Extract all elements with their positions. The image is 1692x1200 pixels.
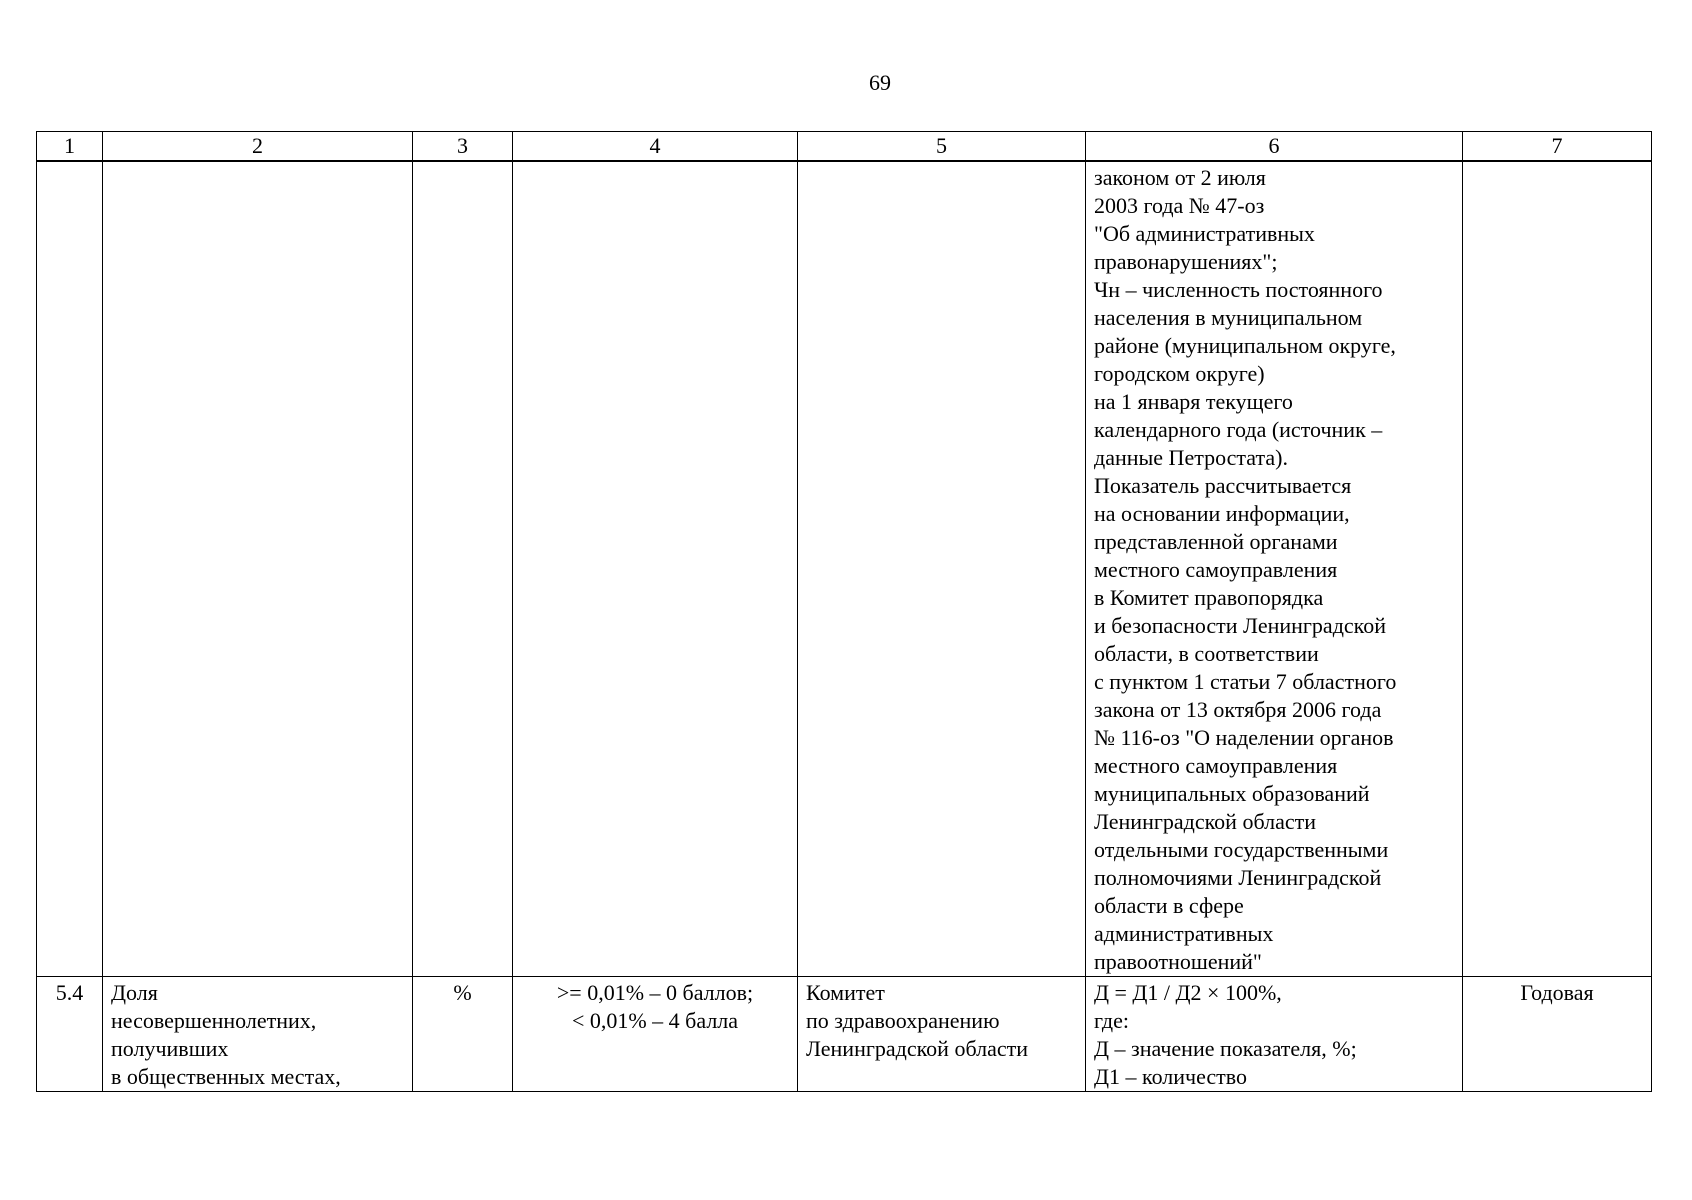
formula-line: местного самоуправления	[1094, 557, 1338, 582]
criteria-line: < 0,01% – 4 балла	[571, 1008, 739, 1033]
formula-line: Чн – численность постоянного	[1094, 277, 1383, 302]
indicator-name	[103, 977, 412, 1091]
header-col-3: 3	[413, 132, 513, 162]
formula-line: правонарушениях";	[1094, 249, 1278, 274]
indicator-table	[36, 131, 1652, 1092]
header-row	[37, 132, 1652, 162]
responsible-line: Ленинградской области	[806, 1036, 1028, 1061]
header-col-1: 1	[37, 132, 103, 162]
page-number: 69	[869, 70, 891, 95]
continuation-col-3	[413, 161, 513, 977]
formula-line: календарного года (источник –	[1094, 417, 1383, 442]
continuation-formula-cell	[1086, 161, 1463, 977]
formula-line: и безопасности Ленинградской	[1094, 613, 1386, 638]
formula-line: населения в муниципальном	[1094, 305, 1363, 330]
formula-line: "Об административных	[1094, 221, 1315, 246]
formula	[1086, 977, 1462, 1091]
formula-line: области в сфере	[1094, 893, 1244, 918]
formula-line: местного самоуправления	[1094, 753, 1338, 778]
unit-cell	[413, 977, 513, 1092]
formula-line: на основании информации,	[1094, 501, 1350, 526]
responsible-body	[798, 977, 1085, 1063]
periodicity-cell	[1463, 977, 1652, 1092]
row-5-4	[37, 977, 1652, 1092]
criteria-cell	[513, 977, 798, 1092]
indicator-name-line: несовершеннолетних,	[111, 1008, 317, 1033]
header-col-4: 4	[513, 132, 798, 162]
formula-line: на 1 января текущего	[1094, 389, 1293, 414]
formula-cell	[1086, 977, 1463, 1092]
formula-line: Д = Д1 / Д2 × 100%,	[1094, 980, 1282, 1005]
periodicity: Годовая	[1520, 980, 1594, 1005]
responsible-line: Комитет	[806, 980, 885, 1005]
formula-line: законом от 2 июля	[1094, 165, 1266, 190]
formula-line: районе (муниципальном округе,	[1094, 333, 1396, 358]
formula-line: представленной органами	[1094, 529, 1338, 554]
indicator-name-line: получивших	[111, 1036, 229, 1061]
header-col-2: 2	[103, 132, 413, 162]
formula-line: Д1 – количество	[1094, 1064, 1248, 1089]
continuation-formula-text	[1086, 162, 1462, 976]
continuation-col-2	[103, 161, 413, 977]
continuation-col-4	[513, 161, 798, 977]
formula-line: полномочиями Ленинградской	[1094, 865, 1382, 890]
header-col-6: 6	[1086, 132, 1463, 162]
continuation-col-7	[1463, 161, 1652, 977]
responsible-cell	[798, 977, 1086, 1092]
formula-line: данные Петростата).	[1094, 445, 1288, 470]
indicator-name-cell	[103, 977, 413, 1092]
unit: %	[453, 980, 472, 1005]
formula-line: отдельными государственными	[1094, 837, 1389, 862]
criteria-line: >= 0,01% – 0 баллов;	[556, 980, 754, 1005]
indicator-name-line: Доля	[111, 980, 158, 1005]
row-number-cell	[37, 977, 103, 1092]
header-col-7: 7	[1463, 132, 1652, 162]
continuation-row	[37, 161, 1652, 977]
formula-line: Ленинградской области	[1094, 809, 1316, 834]
formula-line: Д – значение показателя, %;	[1094, 1036, 1357, 1061]
row-number: 5.4	[55, 980, 84, 1005]
criteria	[513, 977, 797, 1035]
formula-line: закона от 13 октября 2006 года	[1094, 697, 1382, 722]
continuation-col-1	[37, 161, 103, 977]
responsible-line: по здравоохранению	[806, 1008, 1000, 1033]
formula-line: муниципальных образований	[1094, 781, 1370, 806]
header-col-5: 5	[798, 132, 1086, 162]
formula-line: в Комитет правопорядка	[1094, 585, 1324, 610]
indicator-name-line: в общественных местах,	[111, 1064, 341, 1089]
formula-line: правоотношений"	[1094, 949, 1262, 974]
formula-line: административных	[1094, 921, 1274, 946]
formula-line: области, в соответствии	[1094, 641, 1319, 666]
formula-line: Показатель рассчитывается	[1094, 473, 1352, 498]
formula-line: где:	[1094, 1008, 1129, 1033]
formula-line: с пунктом 1 статьи 7 областного	[1094, 669, 1397, 694]
formula-line: 2003 года № 47-оз	[1094, 193, 1265, 218]
continuation-col-5	[798, 161, 1086, 977]
formula-line: городском округе)	[1094, 361, 1265, 386]
formula-line: № 116-оз "О наделении органов	[1094, 725, 1394, 750]
